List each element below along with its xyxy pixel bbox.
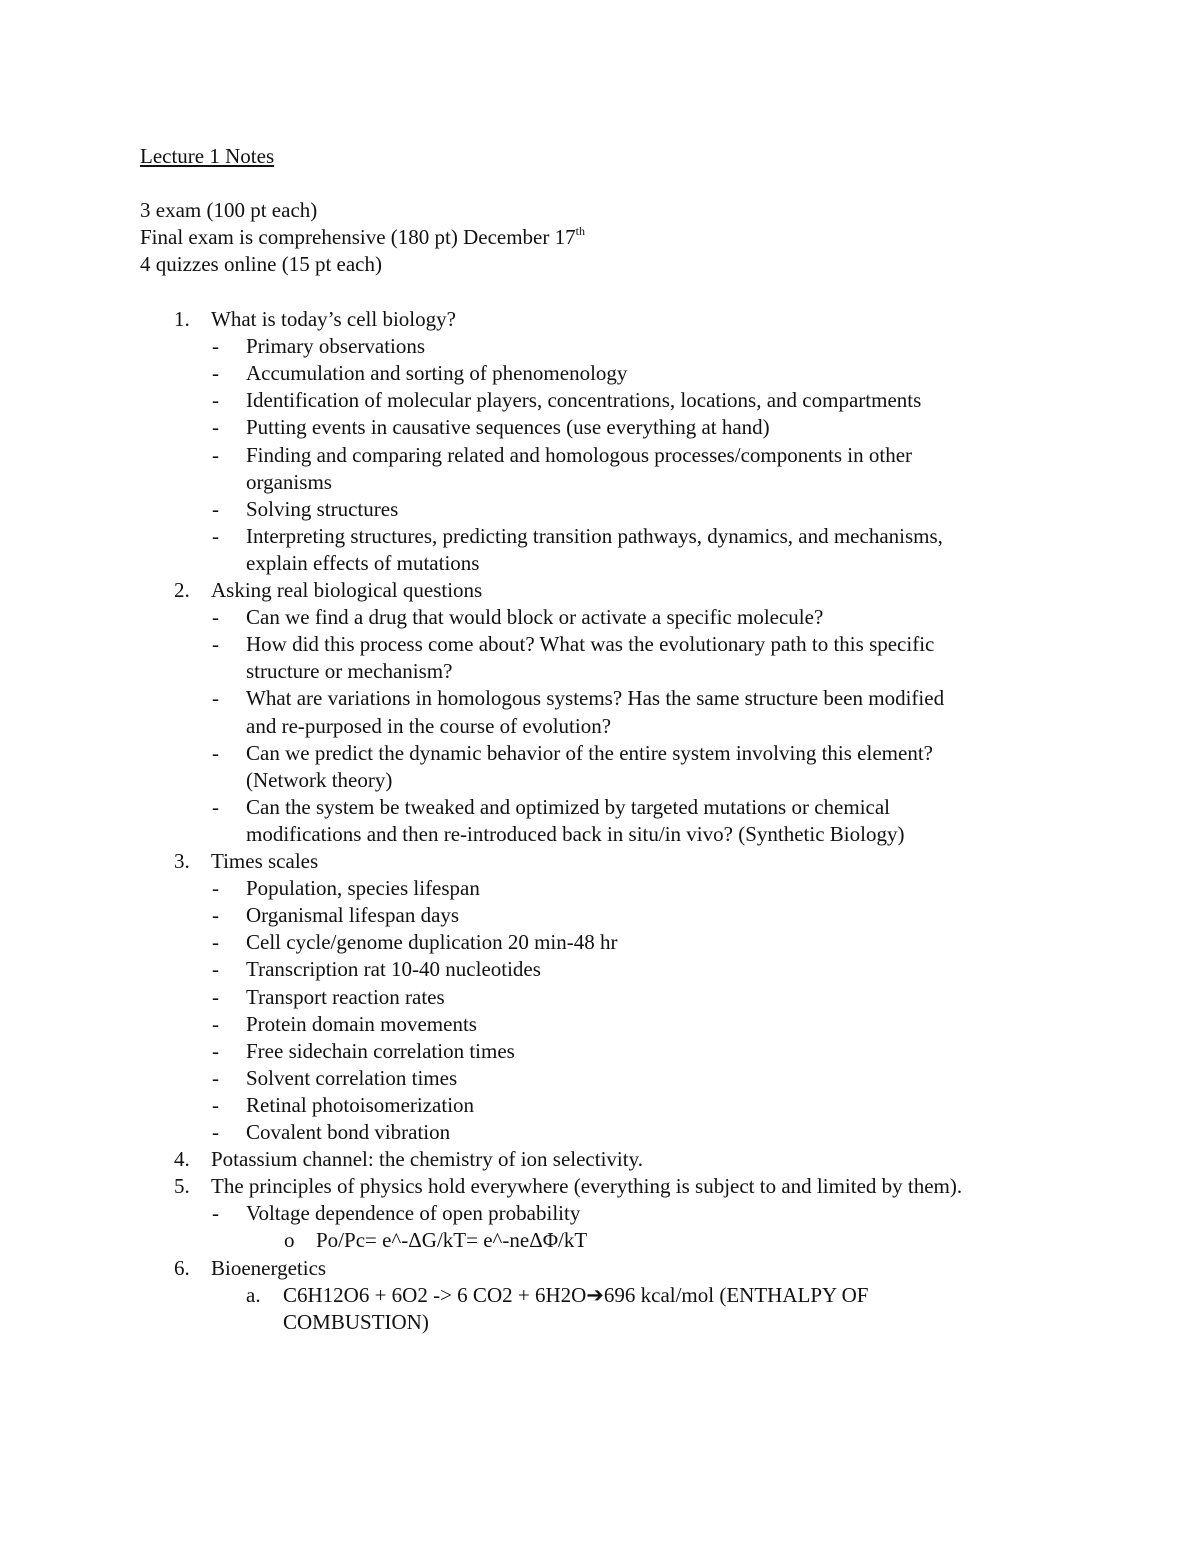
equation-line: Po/Pc= e^-ΔG/kT= e^-neΔΦ/kT bbox=[316, 1228, 588, 1253]
list-item: modifications and then re-introduced back in situ/in vivo? (Synthetic Biology) bbox=[246, 821, 905, 846]
list-item: Can the system be tweaked and optimized by targeted mutations or chemical bbox=[246, 794, 891, 819]
list-item: Primary observations bbox=[246, 334, 426, 359]
list-item: Identification of molecular players, concentrations, locations, and compartments bbox=[246, 388, 922, 413]
dash-bullet: - bbox=[212, 1065, 219, 1090]
list-number: 5. bbox=[174, 1174, 190, 1199]
list-item: Population, species lifespan bbox=[246, 876, 480, 901]
dash-bullet: - bbox=[212, 740, 219, 765]
list-item: Retinal photoisomerization bbox=[246, 1092, 475, 1117]
dash-bullet: - bbox=[212, 930, 219, 955]
list-item: Finding and comparing related and homologous processes/components in other bbox=[246, 442, 913, 467]
list-number: 3. bbox=[174, 849, 190, 873]
section-heading: Potassium channel: the chemistry of ion selectivity. bbox=[211, 1147, 643, 1172]
dash-bullet: - bbox=[212, 442, 219, 467]
list-item: Accumulation and sorting of phenomenology bbox=[246, 361, 628, 386]
list-item: Interpreting structures, predicting transition pathways, dynamics, and mechanisms, bbox=[246, 523, 943, 548]
dash-bullet: - bbox=[212, 361, 219, 386]
list-item: Can we predict the dynamic behavior of the entire system involving this element? bbox=[246, 740, 933, 765]
reaction-line: COMBUSTION) bbox=[283, 1309, 429, 1334]
dash-bullet: - bbox=[212, 876, 219, 901]
section-heading: Times scales bbox=[211, 849, 319, 873]
list-number: 6. bbox=[174, 1255, 190, 1280]
circle-bullet: o bbox=[284, 1228, 295, 1253]
list-item: structure or mechanism? bbox=[246, 659, 453, 684]
letter-marker: a. bbox=[246, 1282, 261, 1307]
section-heading: What is today’s cell biology? bbox=[211, 307, 456, 331]
final-exam-superscript: th bbox=[575, 224, 585, 238]
quizzes-line: 4 quizzes online (15 pt each) bbox=[140, 252, 382, 276]
list-number: 2. bbox=[174, 578, 190, 602]
list-item: (Network theory) bbox=[246, 767, 393, 792]
final-exam-text: Final exam is comprehensive (180 pt) December 17 bbox=[140, 225, 576, 249]
list-item: and re-purposed in the course of evolution? bbox=[246, 713, 612, 738]
dash-bullet: - bbox=[212, 523, 219, 548]
dash-bullet: - bbox=[212, 1011, 219, 1036]
dash-bullet: - bbox=[212, 632, 219, 657]
list-item: What are variations in homologous systems? Has the same structure been modified bbox=[246, 686, 945, 711]
reaction-line: C6H12O6 + 6O2 -> 6 CO2 + 6H2O➔696 kcal/mol (ENTHALPY OF bbox=[283, 1282, 869, 1307]
list-item: Solvent correlation times bbox=[246, 1065, 458, 1090]
dash-bullet: - bbox=[212, 334, 219, 359]
section-heading: Asking real biological questions bbox=[211, 578, 483, 602]
dash-bullet: - bbox=[212, 496, 219, 521]
dash-bullet: - bbox=[212, 1120, 219, 1144]
page-title: Lecture 1 Notes bbox=[140, 144, 275, 168]
list-item: Cell cycle/genome duplication 20 min-48 hr bbox=[246, 930, 618, 955]
dash-bullet: - bbox=[212, 605, 219, 630]
dash-bullet: - bbox=[212, 686, 219, 711]
list-item: How did this process come about? What was the evolutionary path to this specific bbox=[246, 632, 935, 657]
section-heading: The principles of physics hold everywhere (everything is subject to and limited by them). bbox=[211, 1174, 963, 1199]
list-item: Protein domain movements bbox=[246, 1011, 477, 1036]
dash-bullet: - bbox=[212, 957, 219, 982]
dash-bullet: - bbox=[212, 1038, 219, 1063]
list-item: Putting events in causative sequences (use everything at hand) bbox=[246, 415, 770, 440]
dash-bullet: - bbox=[212, 1201, 219, 1226]
list-item: Can we find a drug that would block or activate a specific molecule? bbox=[246, 605, 824, 630]
list-item: Covalent bond vibration bbox=[246, 1120, 451, 1144]
list-item: Free sidechain correlation times bbox=[246, 1038, 515, 1063]
list-item: Transport reaction rates bbox=[246, 984, 445, 1009]
list-item: Transcription rat 10-40 nucleotides bbox=[246, 957, 541, 982]
dash-bullet: - bbox=[212, 984, 219, 1009]
section-heading: Bioenergetics bbox=[211, 1255, 327, 1280]
dash-bullet: - bbox=[212, 415, 219, 440]
list-number: 1. bbox=[174, 307, 190, 331]
list-item: organisms bbox=[246, 469, 332, 494]
list-item: Voltage dependence of open probability bbox=[246, 1201, 581, 1226]
dash-bullet: - bbox=[212, 903, 219, 928]
list-number: 4. bbox=[174, 1147, 190, 1172]
list-item: explain effects of mutations bbox=[246, 550, 480, 575]
exam-info-line: 3 exam (100 pt each) bbox=[140, 198, 318, 222]
list-item: Solving structures bbox=[246, 496, 399, 521]
final-exam-line bbox=[140, 224, 585, 251]
dash-bullet: - bbox=[212, 388, 219, 413]
dash-bullet: - bbox=[212, 1092, 219, 1117]
list-item: Organismal lifespan days bbox=[246, 903, 460, 928]
dash-bullet: - bbox=[212, 794, 219, 819]
